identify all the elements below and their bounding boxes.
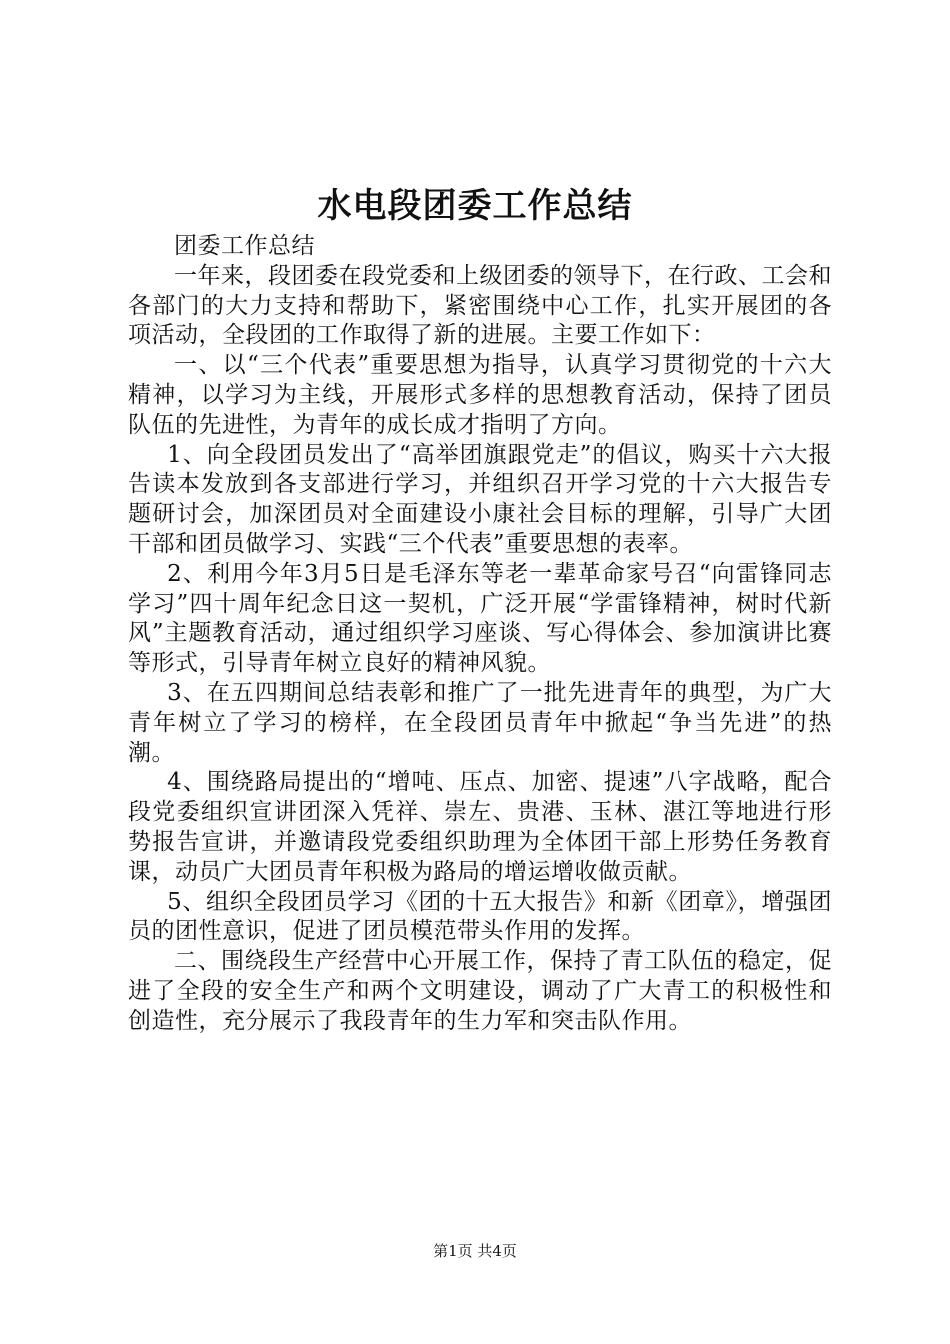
paragraph-intro: 一年来，段团委在段党委和上级团委的领导下，在行政、工会和各部门的大力支持和帮助下，紧密围绕中心工作，扎实开展团的各项活动，全段团的工作取得了新的进展。主要工作如下： — [128, 262, 832, 349]
document-title: 水电段团委工作总结 — [317, 186, 633, 226]
paragraph-section-1: 一、以“三个代表”重要思想为指导，认真学习贯彻党的十六大精神，以学习为主线，开展形式多样的思想教育活动，保持了团员队伍的先进性，为青年的成长成才指明了方向。 — [128, 352, 832, 438]
paragraph-item-1: 1、向全段团员发出了“高举团旗跟党走”的倡议，购买十六大报告读本发放到各支部进行学习，并组织召开学习党的十六大报告专题研讨会，加深团员对全面建设小康社会目标的理解，引导广大团干部和团员做学习、实践“三个代表”重要思想的表率。 — [128, 441, 832, 557]
subheading: 团委工作总结 — [174, 233, 315, 259]
paragraph-item-3: 3、在五四期间总结表彰和推广了一批先进青年的典型，为广大青年树立了学习的榜样，在全段团员青年中掀起“争当先进”的热潮。 — [128, 679, 832, 766]
page-footer: 第1页 共4页 — [433, 1242, 517, 1260]
paragraph-item-5: 5、组织全段团员学习《团的十五大报告》和新《团章》，增强团员的团性意识，促进了团员模范带头作用的发挥。 — [128, 888, 832, 945]
paragraph-item-4: 4、围绕路局提出的“增吨、压点、加密、提速”八字战略，配合段党委组织宣讲团深入凭祥、崇左、贵港、玉林、湛江等地进行形势报告宣讲，并邀请段党委组织助理为全体团干部上形势任务教育课，动员广大团员青年积极为路局的增运增收做贡献。 — [128, 769, 832, 885]
paragraph-item-2: 2、利用今年3月5日是毛泽东等老一辈革命家号召“向雷锋同志学习”四十周年纪念日这一契机，广泛开展“学雷锋精神，树时代新风”主题教育活动，通过组织学习座谈、写心得体会、参加演讲比赛等形式，引导青年树立良好的精神风貌。 — [128, 560, 832, 677]
document-body — [128, 232, 832, 1037]
paragraph-section-2: 二、围绕段生产经营中心开展工作，保持了青工队伍的稳定，促进了全段的安全生产和两个文明建设，调动了广大青工的积极性和创造性，充分展示了我段青年的生力军和突击队作用。 — [128, 948, 832, 1034]
